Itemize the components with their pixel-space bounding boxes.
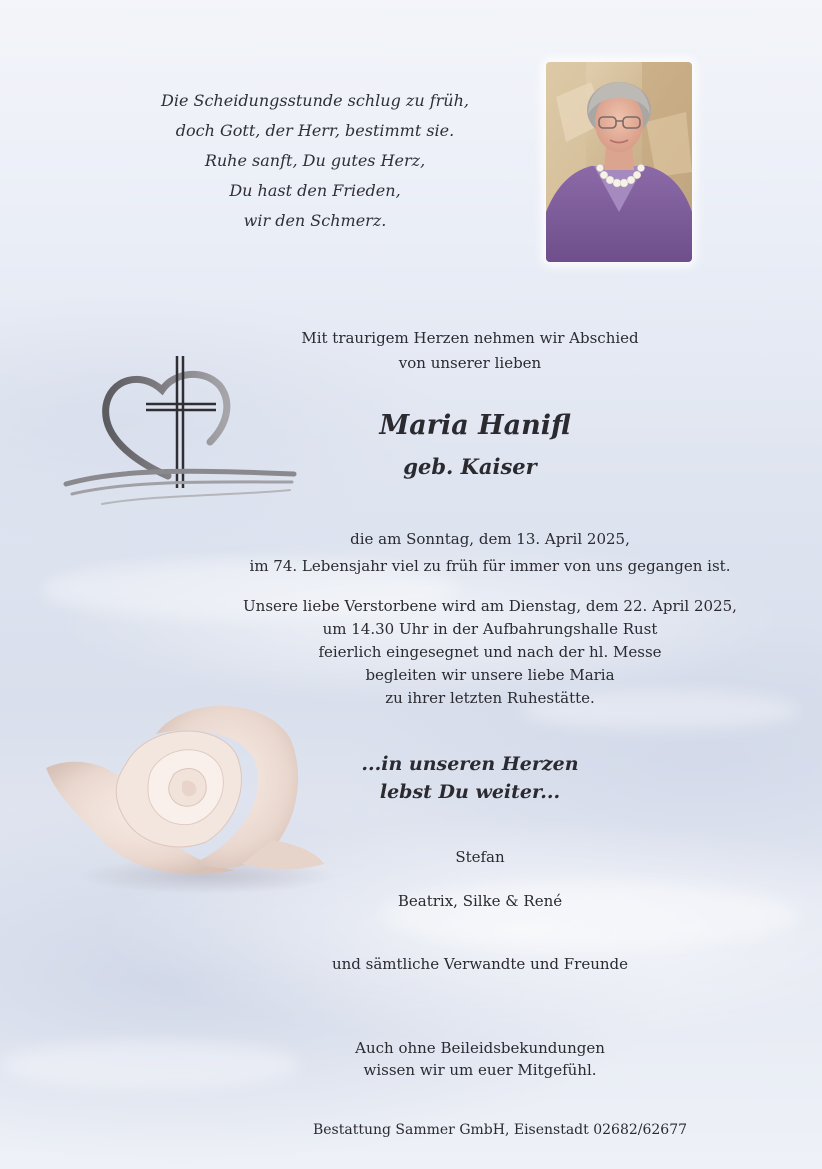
poem-line: Die Scheidungsstunde schlug zu früh, (161, 91, 469, 110)
death-notice (210, 526, 770, 580)
closing-line: wissen wir um euer Mitgefühl. (363, 1061, 597, 1079)
intro-line: von unserer lieben (398, 354, 542, 372)
mourner-relatives: und sämtliche Verwandte und Freunde (331, 955, 629, 973)
poem-line: doch Gott, der Herr, bestimmt sie. (175, 121, 455, 140)
water-highlight (380, 880, 800, 950)
death-notice-line: die am Sonntag, dem 13. April 2025, (350, 530, 630, 548)
water-highlight (0, 1040, 300, 1090)
intro-line: Mit traurigem Herzen nehmen wir Abschied (301, 329, 639, 347)
deceased-name: Maria Hanifl (379, 410, 571, 441)
poem-line: Ruhe sanft, Du gutes Herz, (204, 151, 426, 170)
poem (150, 86, 480, 236)
mourner-name: Stefan (455, 848, 505, 866)
poem-line: Du hast den Frieden, (229, 181, 401, 200)
funeral-line: Unsere liebe Verstorbene wird am Dienstag, dem 22. April 2025, (243, 597, 737, 615)
poem-line: wir den Schmerz. (243, 211, 387, 230)
closing-line: Auch ohne Beileidsbekundungen (355, 1039, 605, 1057)
mourner-name: Beatrix, Silke & René (397, 892, 563, 910)
funeral-line: feierlich eingesegnet und nach der hl. Messe (318, 643, 662, 661)
funeral-line: um 14.30 Uhr in der Aufbahrungshalle Rust (322, 620, 658, 638)
funeral-details (210, 595, 770, 710)
funeral-line: zu ihrer letzten Ruhestätte. (385, 689, 595, 707)
closing-note (310, 1037, 650, 1081)
funeral-line: begleiten wir unsere liebe Maria (365, 666, 615, 684)
heart-cross-icon (62, 350, 298, 514)
quote-line: lebst Du weiter... (379, 781, 561, 803)
death-notice-line: im 74. Lebensjahr viel zu früh für immer von uns gegangen ist. (249, 557, 731, 575)
funeral-home-footer: Bestattung Sammer GmbH, Eisenstadt 02682/62677 (312, 1122, 688, 1138)
quote-line: ...in unseren Herzen (361, 753, 579, 775)
portrait-photo (546, 62, 692, 262)
birth-name: geb. Kaiser (403, 454, 537, 479)
rose-icon (36, 694, 336, 898)
memorial-quote (310, 750, 630, 806)
intro-text (290, 326, 650, 376)
